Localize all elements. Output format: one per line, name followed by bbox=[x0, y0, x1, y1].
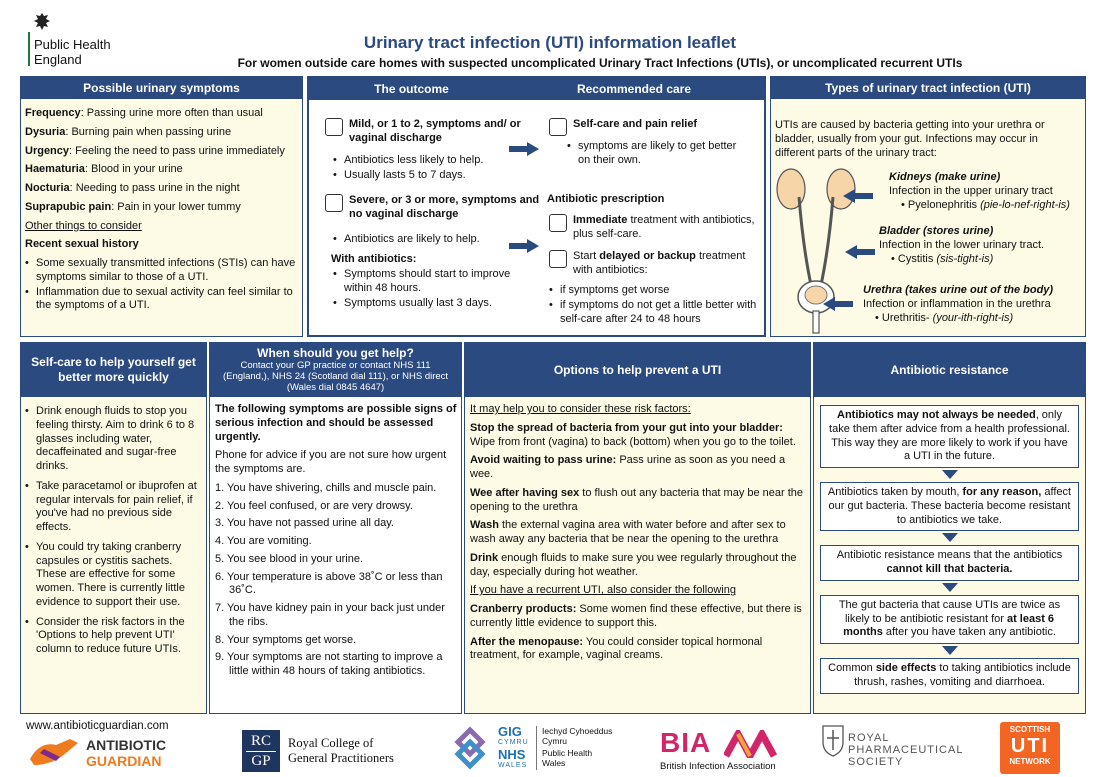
types-section bbox=[770, 76, 1086, 337]
page-title: Urinary tract infection (UTI) information leaflet bbox=[363, 33, 737, 52]
checkbox-icon[interactable] bbox=[549, 250, 567, 268]
suti-line2: UTI bbox=[1010, 735, 1050, 757]
help-item: 2. You feel confused, or are very drowsy. bbox=[215, 499, 413, 512]
phw-cymru: CYMRU bbox=[498, 739, 529, 746]
prescription-heading: Antibiotic prescription bbox=[547, 193, 665, 205]
arrow-down-icon bbox=[942, 470, 958, 479]
prevent-item: Wash the external vagina area with water before and after sex to wash away any bacteria that be near the opening to the urethra bbox=[470, 519, 786, 545]
care-title: Recommended care bbox=[576, 81, 692, 96]
rcgp-logo bbox=[242, 730, 412, 774]
prevent-item: Avoid waiting to pass urine: Pass urine as soon as you need a wee. bbox=[470, 454, 786, 480]
help-item: 7. You have kidney pain in your back just under the ribs. bbox=[215, 602, 445, 628]
symptoms-section bbox=[20, 76, 303, 337]
phe-logo bbox=[22, 10, 132, 68]
types-intro: UTIs are caused by bacteria getting into your urethra or bladder, usually from your gut. Infections may occur in different parts of the urinary tract: bbox=[775, 119, 1045, 159]
symptom-item: Frequency: Passing urine more often than usual bbox=[25, 107, 263, 119]
kidneys-block: Kidneys (make urine) Infection in the upper urinary tract • Pyelonephritis (pie-lo-nef-right-is) bbox=[889, 171, 1070, 211]
outcome-section bbox=[307, 76, 766, 337]
symptom-item: Dysuria: Burning pain when passing urine bbox=[25, 125, 232, 138]
prevent-item: Cranberry products: Some women find these effective, but there is currently little evidence to support this. bbox=[470, 603, 802, 629]
mild-points: • Antibiotics less likely to help. • Usually lasts 5 to 7 days. bbox=[333, 154, 533, 184]
resistance-flow bbox=[814, 397, 1085, 694]
help-header bbox=[210, 343, 461, 397]
resistance-box: Antibiotics taken by mouth, for any reason, affect our gut bacteria. These bacteria become resistant to antibiotics we take. bbox=[820, 482, 1079, 531]
arrow-left-icon bbox=[823, 297, 853, 311]
rcgp-line1: Royal College of bbox=[288, 736, 374, 750]
symptom-item: Urgency: Feeling the need to pass urine immediately bbox=[25, 144, 285, 157]
selfcare-section bbox=[20, 342, 207, 714]
phw-en1: Public Health bbox=[542, 748, 593, 758]
help-phone: Phone for advice if you are not sure how urgent the symptoms are. bbox=[215, 449, 447, 475]
suti-line1: SCOTTISH bbox=[1009, 725, 1051, 734]
help-body bbox=[210, 397, 461, 679]
urethra-block: Urethra (takes urine out of the body) Infection or inflammation in the urethra • Urethritis- (your-ith-right-is) bbox=[863, 284, 1054, 324]
page-subtitle: For women outside care homes with suspected uncomplicated Urinary Tract Infections (UTIs), or uncomplicated recurrent UTIs bbox=[237, 56, 963, 70]
help-item: 5. You see blood in your urine. bbox=[215, 552, 364, 565]
help-section bbox=[209, 342, 462, 714]
bia-name: British Infection Association bbox=[660, 761, 776, 772]
prevent-section bbox=[464, 342, 811, 714]
scottish-uti-network-logo bbox=[1000, 722, 1060, 774]
checkbox-icon[interactable] bbox=[549, 118, 567, 136]
mild-option: Mild, or 1 to 2, symptoms and/ or vaginal discharge bbox=[325, 118, 535, 146]
help-item: 1. You have shivering, chills and muscle pain. bbox=[215, 481, 437, 494]
help-item: 4. You are vomiting. bbox=[215, 535, 312, 547]
prevent-intro: It may help you to consider these risk factors: bbox=[470, 403, 691, 415]
selfcare-item: • Consider the risk factors in the 'Options to help prevent UTI' column to reduce future UTIs. bbox=[25, 616, 202, 657]
prevent-item: Drink enough fluids to make sure you wee regularly throughout the day, especially during hot weather. bbox=[470, 551, 797, 578]
delayed-points: • if symptoms get worse • if symptoms do not get a little better with self-care after 24 to 48 hours bbox=[549, 284, 761, 327]
org-name-line1: Public Health bbox=[34, 37, 111, 52]
arrow-right-icon bbox=[509, 239, 539, 253]
bia-mark: BIA bbox=[660, 727, 712, 758]
knot-icon bbox=[448, 726, 492, 770]
crest-icon bbox=[31, 12, 53, 32]
phw-logo bbox=[448, 724, 648, 774]
checkbox-icon[interactable] bbox=[325, 194, 343, 212]
resistance-box: Antibiotics may not always be needed, only take them after advice from a health professional. This way they are more likely to work if you have a UTI in the future. bbox=[820, 405, 1079, 468]
phw-nhs: NHS bbox=[498, 747, 526, 762]
symptom-item: Suprapubic pain: Pain in your lower tummy bbox=[25, 200, 241, 213]
other-things-heading: Other things to consider bbox=[25, 219, 142, 232]
resistance-box: The gut bacteria that cause UTIs are twice as likely to be antibiotic resistant for at least 6 months after you have taken any antibiotic. bbox=[820, 595, 1079, 644]
outcome-header-bar bbox=[309, 78, 764, 100]
resistance-box: Antibiotic resistance means that the antibiotics cannot kill that bacteria. bbox=[820, 545, 1079, 581]
selfcare-item: • Drink enough fluids to stop you feeling thirsty. Aim to drink 6 to 8 glasses including water, decaffeinated and sugar-free drinks. bbox=[25, 405, 202, 474]
suti-line3: NETWORK bbox=[1009, 757, 1051, 766]
prevent-item: Wee after having sex to flush out any bacteria that may be near the opening to the urethra bbox=[470, 486, 804, 513]
help-title: When should you get help? bbox=[257, 346, 414, 361]
outcome-title: The outcome bbox=[374, 81, 449, 96]
checkbox-icon[interactable] bbox=[325, 118, 343, 136]
help-item: 9. Your symptoms are not starting to improve a little within 48 hours of taking antibiotics. bbox=[215, 651, 443, 677]
rps-line1: ROYAL bbox=[848, 732, 890, 744]
footer-url[interactable]: www.antibioticguardian.com bbox=[26, 720, 169, 732]
sexual-history-heading: Recent sexual history bbox=[25, 238, 139, 251]
selfcare-header: Self-care to help yourself get better more quickly bbox=[21, 343, 206, 397]
history-item: • Some sexually transmitted infections (STIs) can have symptoms similar to those of a UTI. bbox=[25, 257, 298, 285]
help-item: 6. Your temperature is above 38˚C or less than 36˚C. bbox=[215, 570, 443, 597]
help-lead: The following symptoms are possible signs of serious infection and should be assessed urgently. bbox=[215, 403, 457, 443]
with-points: • Symptoms should start to improve within 48 hours. • Symptoms usually last 3 days. bbox=[333, 268, 538, 311]
severe-points: • Antibiotics are likely to help. bbox=[333, 233, 533, 248]
rps-line2: PHARMACEUTICAL bbox=[848, 744, 964, 756]
selfcare-item: • You could try taking cranberry capsules or cystitis sachets. These are effective for some women. There is currently little evidence to support their use. bbox=[25, 541, 202, 610]
symptoms-list bbox=[21, 99, 302, 313]
types-header: Types of urinary tract infection (UTI) bbox=[771, 77, 1085, 99]
prevent-item: After the menopause: You could consider topical hormonal treatment, for example, vaginal creams. bbox=[470, 635, 763, 662]
resistance-header: Antibiotic resistance bbox=[814, 343, 1085, 397]
prevent-item: Stop the spread of bacteria from your gut into your bladder: Wipe from front (vagina) to back (bottom) when you go to the toilet. bbox=[470, 421, 796, 448]
arrow-down-icon bbox=[942, 583, 958, 592]
immediate-option: Immediate treatment with antibiotics, plus self-care. bbox=[549, 214, 759, 242]
arrow-down-icon bbox=[942, 646, 958, 655]
symptom-item: Nocturia: Needing to pass urine in the night bbox=[25, 182, 240, 194]
selfcare-option: Self-care and pain relief bbox=[549, 118, 749, 136]
rcgp-line2: General Practitioners bbox=[288, 751, 394, 765]
checkbox-icon[interactable] bbox=[549, 214, 567, 232]
help-subtitle: Contact your GP practice or contact NHS 111 (England,), NHS 24 (Scotland dial 111), or NHS direct (Wales dial 0845 4647) bbox=[222, 360, 449, 393]
help-item: 8. Your symptoms get worse. bbox=[215, 633, 357, 646]
arrow-left-icon bbox=[843, 245, 875, 259]
recurrent-heading: If you have a recurrent UTI, also consider the following bbox=[470, 584, 736, 597]
antibiotic-guardian-logo bbox=[26, 733, 186, 773]
bladder-block: Bladder (stores urine) Infection in the lower urinary tract. • Cystitis (sis-tight-is) bbox=[879, 225, 1045, 265]
with-antibiotics-heading: With antibiotics: bbox=[331, 253, 417, 265]
symptoms-header: Possible urinary symptoms bbox=[21, 77, 302, 99]
delayed-option: Start delayed or backup treatment with antibiotics: bbox=[549, 250, 759, 278]
bia-zigzag-icon bbox=[724, 730, 780, 758]
history-item: • Inflammation due to sexual activity can feel similar to the symptoms of a UTI. bbox=[25, 286, 298, 314]
phw-cy2: Cymru bbox=[542, 736, 568, 746]
ag-line1: ANTIBIOTIC bbox=[86, 737, 167, 753]
rcgp-mark: RC GP bbox=[242, 730, 280, 772]
selfcare-points: • symptoms are likely to get better on their own. bbox=[567, 140, 737, 169]
org-name-line2: England bbox=[34, 52, 82, 67]
resistance-box: Common side effects to taking antibiotics include thrush, rashes, vomiting and diarrhoea. bbox=[820, 658, 1079, 694]
phw-gig: GIG bbox=[498, 724, 522, 739]
bia-logo bbox=[660, 728, 810, 774]
severe-option: Severe, or 3 or more, symptoms and no vaginal discharge bbox=[325, 194, 540, 222]
phw-wales: WALES bbox=[498, 762, 528, 769]
arrow-down-icon bbox=[942, 533, 958, 542]
symptom-item: Haematuria: Blood in your urine bbox=[25, 163, 183, 176]
help-item: 3. You have not passed urine all day. bbox=[215, 517, 394, 530]
rps-crest-icon bbox=[820, 724, 846, 758]
rps-line3: SOCIETY bbox=[848, 756, 904, 768]
ag-line2: GUARDIAN bbox=[86, 753, 162, 769]
arrow-left-icon bbox=[843, 189, 873, 203]
resistance-section bbox=[813, 342, 1086, 714]
arrow-right-icon bbox=[509, 142, 539, 156]
shield-hands-icon bbox=[26, 735, 82, 769]
selfcare-item: • Take paracetamol or ibuprofen at regular intervals for pain relief, if you've had no previous side effects. bbox=[25, 480, 202, 535]
prevent-body bbox=[465, 397, 810, 663]
prevent-header: Options to help prevent a UTI bbox=[465, 343, 810, 397]
rps-logo bbox=[820, 724, 970, 774]
phw-en2: Wales bbox=[542, 758, 566, 768]
phw-cy1: Iechyd Cyhoeddus bbox=[542, 726, 613, 736]
